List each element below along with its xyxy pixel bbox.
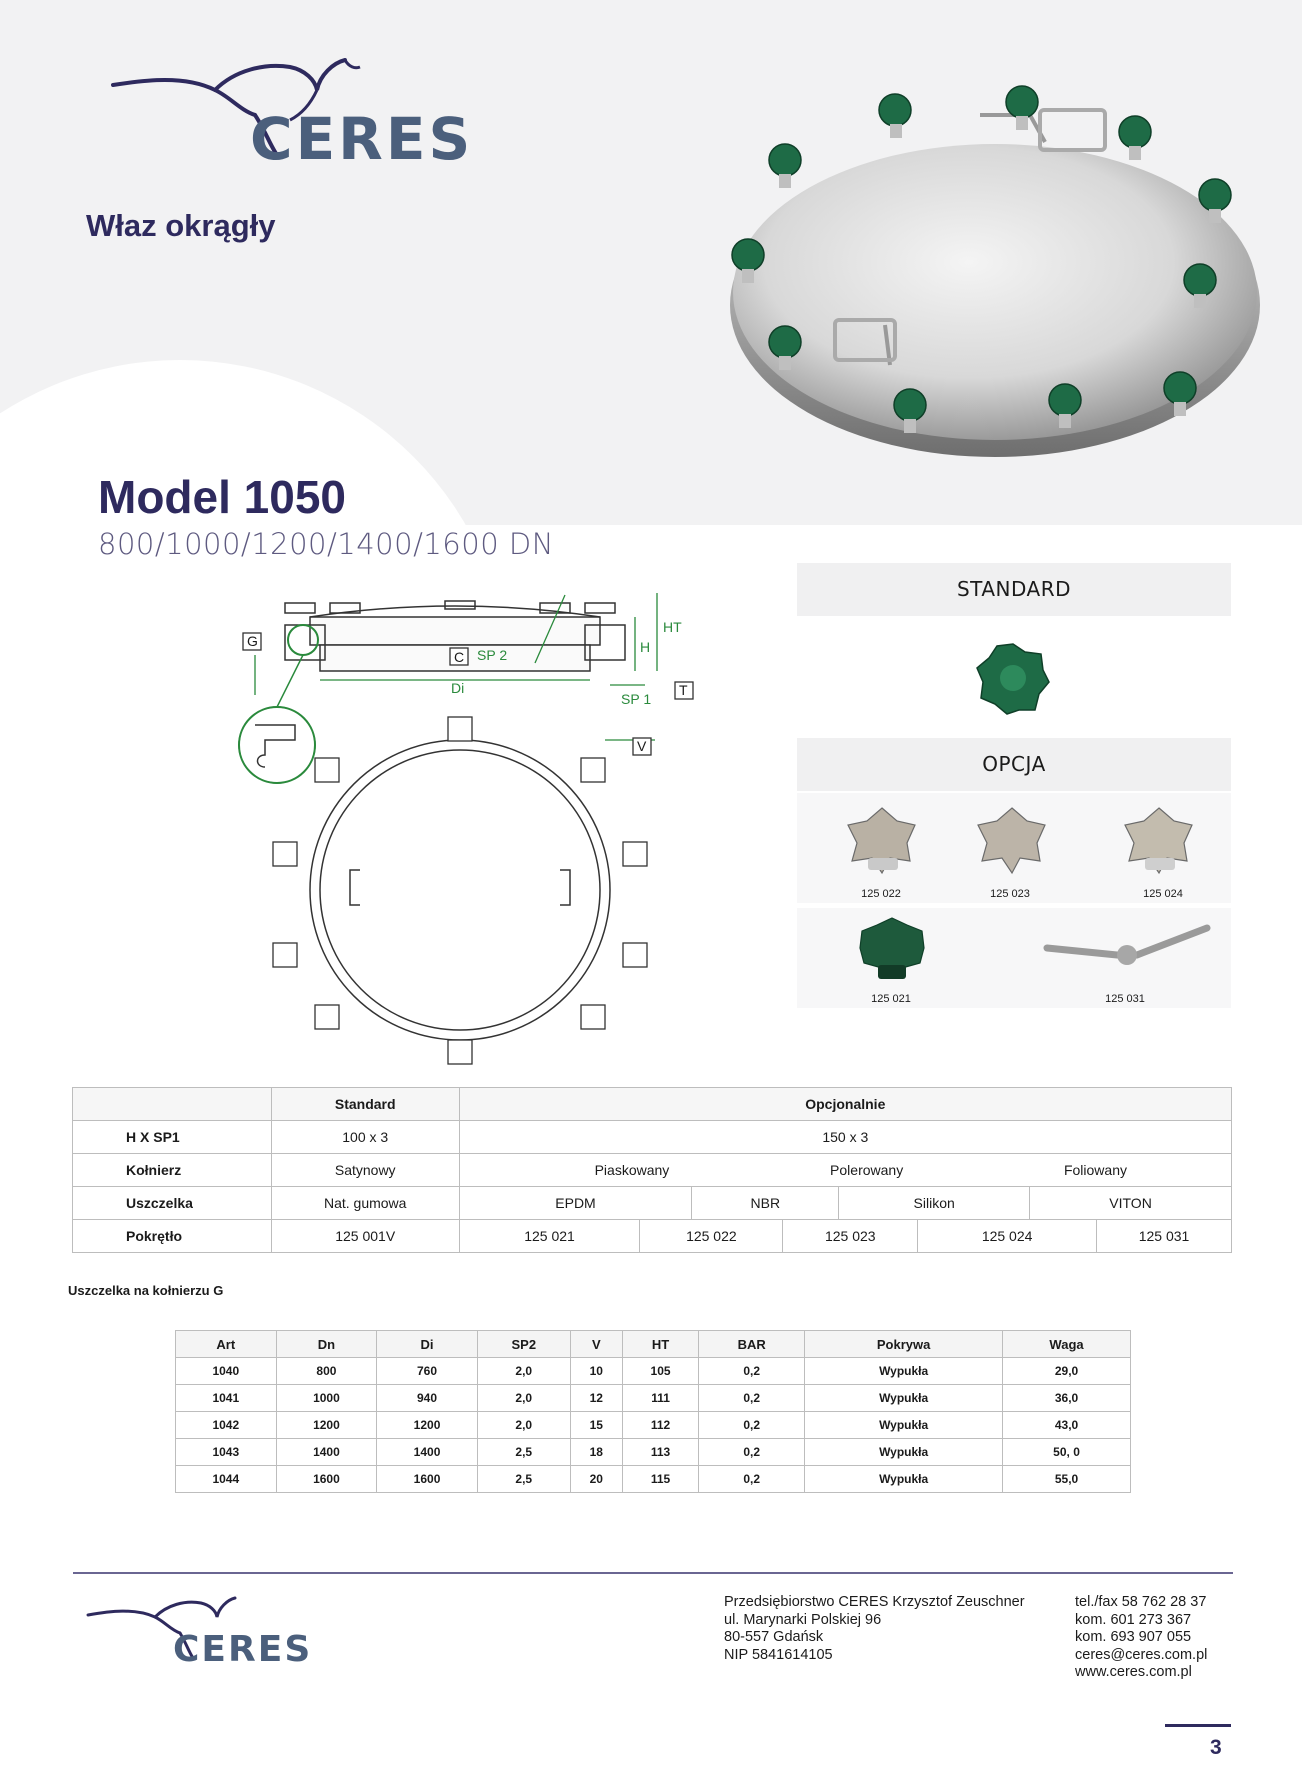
contact-website[interactable]: www.ceres.com.pl [1075, 1664, 1192, 1680]
knob-standard: 125 001V [271, 1220, 459, 1253]
page-subtitle: Właz okrągły [86, 208, 276, 243]
row-label-gasket: Uszczelka [73, 1187, 272, 1220]
cell: Wypukła [805, 1466, 1003, 1493]
flange-opt-1: Piaskowany [594, 1162, 670, 1178]
table-row [176, 1439, 1131, 1466]
knob-opt-3: 125 023 [783, 1220, 918, 1253]
wing-nut-icon [1042, 913, 1212, 973]
address-line: Przedsiębiorstwo CERES Krzysztof Zeuschner [724, 1594, 1025, 1610]
cell: Wypukła [805, 1412, 1003, 1439]
footer-divider [73, 1572, 1233, 1574]
cell: 111 [622, 1385, 698, 1412]
cell: 2,0 [477, 1358, 570, 1385]
knob-opt-4: 125 024 [918, 1220, 1097, 1253]
cell: 1041 [176, 1385, 277, 1412]
cell: 0,2 [699, 1466, 805, 1493]
label-h: H [640, 639, 651, 655]
cell: 1600 [276, 1466, 377, 1493]
cell: 2,0 [477, 1412, 570, 1439]
standard-heading: STANDARD [797, 563, 1231, 616]
flange-options [459, 1154, 1231, 1187]
spec-header-standard: Standard [271, 1088, 459, 1121]
label-c: C [454, 649, 465, 665]
cell: 29,0 [1003, 1358, 1131, 1385]
knob-opt-2: 125 022 [640, 1220, 783, 1253]
option-row-1 [797, 793, 1231, 903]
table-row [176, 1358, 1131, 1385]
dim-header: HT [622, 1331, 698, 1358]
label-sp2: SP 2 [477, 647, 508, 663]
cell: 0,2 [699, 1439, 805, 1466]
cell: 113 [622, 1439, 698, 1466]
gasket-opt-4: VITON [1030, 1187, 1232, 1220]
gasket-standard: Nat. gumowa [271, 1187, 459, 1220]
page-number-rule [1165, 1724, 1231, 1727]
cell: 0,2 [699, 1358, 805, 1385]
contact-line: kom. 601 273 367 [1075, 1611, 1192, 1628]
cell: 18 [570, 1439, 622, 1466]
dim-header: SP2 [477, 1331, 570, 1358]
label-sp1: SP 1 [621, 691, 652, 707]
cell: 55,0 [1003, 1466, 1131, 1493]
hxsp1-standard: 100 x 3 [271, 1121, 459, 1154]
address-line: NIP 5841614105 [724, 1646, 833, 1663]
gasket-note: Uszczelka na kołnierzu G [68, 1283, 224, 1298]
dim-header: Di [377, 1331, 478, 1358]
cell: Wypukła [805, 1358, 1003, 1385]
dim-header: Dn [276, 1331, 377, 1358]
cell: 1200 [377, 1412, 478, 1439]
cell: 800 [276, 1358, 377, 1385]
ceres-logo [105, 55, 475, 173]
dim-header: Art [176, 1331, 277, 1358]
cell: 0,2 [699, 1385, 805, 1412]
cell: 1400 [377, 1439, 478, 1466]
chrome-knob-icon-3 [1119, 803, 1199, 878]
spec-table [72, 1087, 1232, 1253]
dim-header-row [176, 1331, 1131, 1358]
code-125-021: 125 021 [871, 993, 911, 1005]
cell: Wypukła [805, 1439, 1003, 1466]
company-contact [1075, 1594, 1207, 1682]
cell: 50, 0 [1003, 1439, 1131, 1466]
contact-line: tel./fax 58 762 28 37 [1075, 1594, 1207, 1610]
table-row [176, 1412, 1131, 1439]
cell: 0,2 [699, 1412, 805, 1439]
cell: Wypukła [805, 1385, 1003, 1412]
cell: 115 [622, 1466, 698, 1493]
cell: 1043 [176, 1439, 277, 1466]
code-125-024: 125 024 [1143, 888, 1183, 900]
dimensions-table [175, 1330, 1131, 1493]
knob-opt-5: 125 031 [1097, 1220, 1232, 1253]
gasket-opt-1: EPDM [459, 1187, 692, 1220]
green-knob-icon [973, 638, 1053, 718]
company-address [724, 1594, 1025, 1664]
cell: 1400 [276, 1439, 377, 1466]
dim-header: Pokrywa [805, 1331, 1003, 1358]
green-knob-option-icon [852, 913, 932, 988]
cell: 2,5 [477, 1466, 570, 1493]
cell: 1600 [377, 1466, 478, 1493]
cell: 940 [377, 1385, 478, 1412]
option-row-2 [797, 908, 1231, 1008]
label-ht: HT [663, 619, 682, 635]
knob-options-panel [797, 563, 1231, 1010]
dim-header: BAR [699, 1331, 805, 1358]
hxsp1-optional: 150 x 3 [459, 1121, 1231, 1154]
table-row [176, 1385, 1131, 1412]
model-sizes: 800/1000/1200/1400/1600 DN [98, 527, 554, 561]
contact-email[interactable]: ceres@ceres.com.pl [1075, 1646, 1208, 1663]
label-di: Di [451, 680, 465, 696]
label-v: V [637, 738, 647, 754]
cell: 2,5 [477, 1439, 570, 1466]
cell: 10 [570, 1358, 622, 1385]
table-row [176, 1466, 1131, 1493]
code-125-031: 125 031 [1105, 993, 1145, 1005]
footer-logo [85, 1595, 315, 1670]
gasket-opt-3: Silikon [839, 1187, 1030, 1220]
cell: 12 [570, 1385, 622, 1412]
page-number: 3 [1210, 1736, 1222, 1759]
cell: 1200 [276, 1412, 377, 1439]
contact-line: kom. 693 907 055 [1075, 1629, 1192, 1645]
option-heading: OPCJA [797, 738, 1231, 791]
cell: 36,0 [1003, 1385, 1131, 1412]
label-g: G [247, 633, 258, 649]
cell: 43,0 [1003, 1412, 1131, 1439]
row-label-flange: Kołnierz [73, 1154, 272, 1187]
chrome-knob-icon-2 [972, 803, 1052, 878]
dim-header: V [570, 1331, 622, 1358]
cell: 760 [377, 1358, 478, 1385]
footer-logo-wordmark: CERES [173, 1629, 313, 1670]
code-125-022: 125 022 [861, 888, 901, 900]
gasket-opt-2: NBR [692, 1187, 839, 1220]
flange-opt-3: Foliowany [1063, 1162, 1127, 1178]
cell: 15 [570, 1412, 622, 1439]
address-line: 80-557 Gdańsk [724, 1629, 824, 1645]
code-125-023: 125 023 [990, 888, 1030, 900]
cell: 20 [570, 1466, 622, 1493]
dim-header: Waga [1003, 1331, 1131, 1358]
row-label-knob: Pokrętło [73, 1220, 272, 1253]
logo-wordmark: CERES [250, 105, 474, 173]
manhole-product-image [700, 80, 1260, 480]
flange-standard: Satynowy [271, 1154, 459, 1187]
cell: 112 [622, 1412, 698, 1439]
cell: 1000 [276, 1385, 377, 1412]
cell: 1040 [176, 1358, 277, 1385]
spec-header-optional: Opcjonalnie [459, 1088, 1231, 1121]
standard-knob-row [797, 618, 1231, 736]
cell: 1044 [176, 1466, 277, 1493]
model-title: Model 1050 [98, 471, 346, 523]
chrome-knob-icon [842, 803, 922, 878]
flange-opt-2: Polerowany [830, 1162, 904, 1178]
label-t: T [679, 682, 688, 698]
cell: 2,0 [477, 1385, 570, 1412]
knob-opt-1: 125 021 [459, 1220, 640, 1253]
address-line: ul. Marynarki Polskiej 96 [724, 1611, 882, 1628]
spec-header-empty [73, 1088, 272, 1121]
cell: 1042 [176, 1412, 277, 1439]
row-label-hxsp1: H X SP1 [73, 1121, 272, 1154]
technical-drawing [215, 585, 735, 1085]
cell: 105 [622, 1358, 698, 1385]
